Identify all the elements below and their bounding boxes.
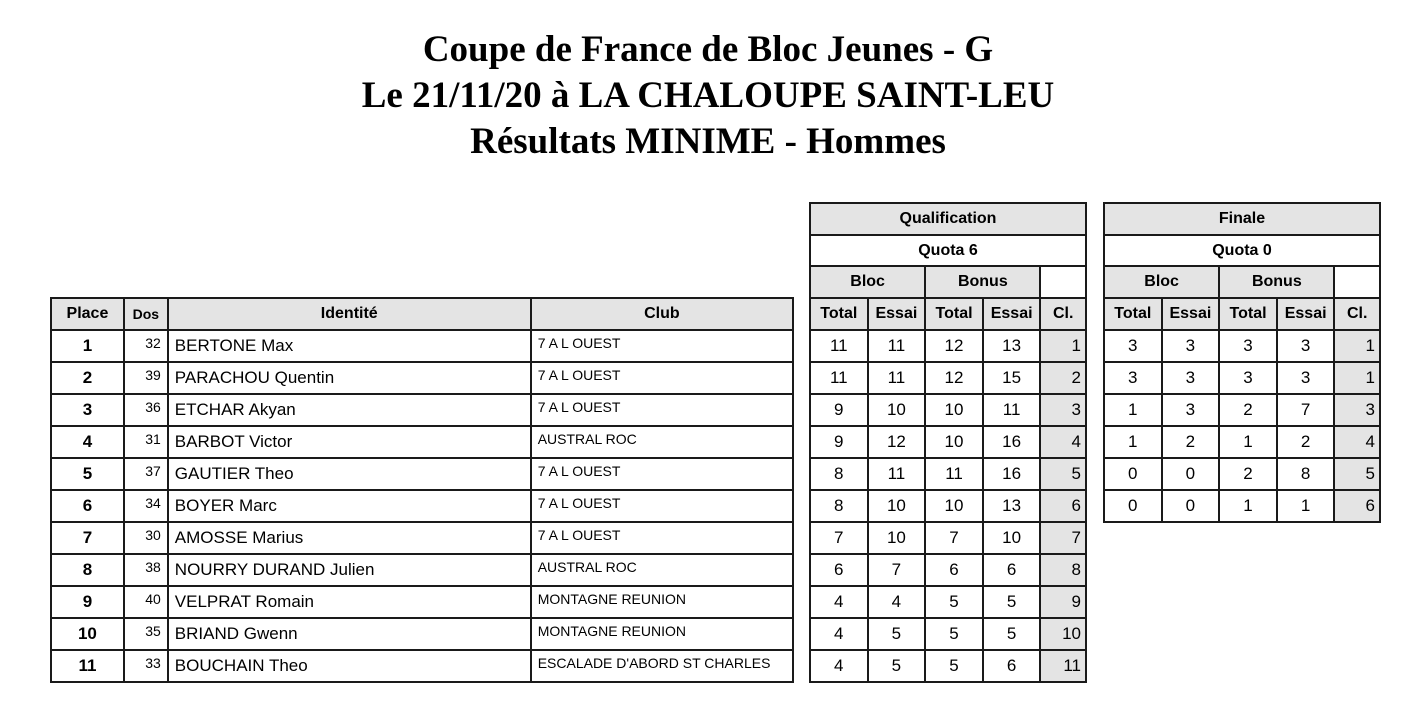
qualification-quota: Quota 6 (810, 235, 1086, 266)
place-cell: 6 (51, 490, 124, 522)
finale-bloc-total-header: Total (1104, 298, 1162, 330)
dos-cell: 34 (124, 490, 168, 522)
finale-row (1104, 426, 1380, 458)
qualification-row (810, 362, 1086, 394)
qualification-bonus-essai-cell: 5 (983, 586, 1041, 618)
qualification-rank-cell: 4 (1040, 426, 1086, 458)
finale-bonus-essai-cell: 1 (1277, 490, 1335, 522)
qualification-bonus-total-cell: 7 (925, 522, 983, 554)
athlete-name-cell: VELPRAT Romain (168, 586, 531, 618)
place-cell: 11 (51, 650, 124, 682)
athlete-name-cell: NOURRY DURAND Julien (168, 554, 531, 586)
qualification-bonus-total-cell: 10 (925, 426, 983, 458)
qualification-row (810, 490, 1086, 522)
finale-bloc-header: Bloc (1104, 266, 1219, 298)
athlete-name-cell: PARACHOU Quentin (168, 362, 531, 394)
finale-bloc-total-cell: 0 (1104, 490, 1162, 522)
qualification-bonus-essai-cell: 5 (983, 618, 1041, 650)
finale-bloc-essai-cell: 3 (1162, 362, 1220, 394)
qualification-row (810, 394, 1086, 426)
qualification-bloc-essai-cell: 10 (868, 490, 926, 522)
place-cell: 2 (51, 362, 124, 394)
dos-cell: 36 (124, 394, 168, 426)
qualification-bloc-total-cell: 9 (810, 394, 868, 426)
table-row (51, 618, 793, 650)
qualification-bloc-total-cell: 8 (810, 490, 868, 522)
qualification-bonus-essai-cell: 11 (983, 394, 1041, 426)
qualification-bloc-total-cell: 9 (810, 426, 868, 458)
place-cell: 1 (51, 330, 124, 362)
finale-rank-cell: 4 (1334, 426, 1380, 458)
qualification-bonus-essai-cell: 16 (983, 426, 1041, 458)
club-cell: 7 A L OUEST (531, 522, 793, 554)
title-line-3: Résultats MINIME - Hommes (470, 121, 946, 162)
finale-bonus-essai-cell: 2 (1277, 426, 1335, 458)
place-cell: 10 (51, 618, 124, 650)
table-row (51, 426, 793, 458)
qualification-bloc-essai-cell: 7 (868, 554, 926, 586)
qualification-bloc-total-cell: 4 (810, 618, 868, 650)
finale-bonus-essai-header: Essai (1277, 298, 1335, 330)
finale-bloc-essai-cell: 3 (1162, 330, 1220, 362)
qualification-bloc-total-cell: 7 (810, 522, 868, 554)
finale-bonus-total-cell: 1 (1219, 490, 1277, 522)
place-cell: 5 (51, 458, 124, 490)
qualification-bonus-essai-cell: 10 (983, 522, 1041, 554)
qualification-bonus-total-cell: 5 (925, 586, 983, 618)
club-cell: AUSTRAL ROC (531, 554, 793, 586)
club-cell: 7 A L OUEST (531, 490, 793, 522)
athlete-name-cell: AMOSSE Marius (168, 522, 531, 554)
qualification-bloc-total-header: Total (810, 298, 868, 330)
qualification-rank-cell: 3 (1040, 394, 1086, 426)
qualification-bloc-essai-cell: 11 (868, 458, 926, 490)
qualification-rank-cell: 11 (1040, 650, 1086, 682)
athlete-name-cell: BOUCHAIN Theo (168, 650, 531, 682)
qualification-rank-cell: 9 (1040, 586, 1086, 618)
place-cell: 4 (51, 426, 124, 458)
qualification-bonus-total-cell: 12 (925, 362, 983, 394)
qualification-bloc-essai-cell: 11 (868, 330, 926, 362)
qualification-bloc-essai-cell: 11 (868, 362, 926, 394)
qualification-bloc-essai-cell: 10 (868, 394, 926, 426)
dos-cell: 40 (124, 586, 168, 618)
dos-cell: 39 (124, 362, 168, 394)
qualification-bloc-total-cell: 4 (810, 586, 868, 618)
athlete-name-cell: GAUTIER Theo (168, 458, 531, 490)
table-row (51, 458, 793, 490)
dos-cell: 30 (124, 522, 168, 554)
qualification-rank-cell: 10 (1040, 618, 1086, 650)
header-place: Place (51, 298, 124, 330)
finale-row (1104, 490, 1380, 522)
header-club: Club (531, 298, 793, 330)
qualification-bloc-essai-header: Essai (868, 298, 926, 330)
place-cell: 3 (51, 394, 124, 426)
table-row (51, 362, 793, 394)
finale-bloc-total-cell: 3 (1104, 330, 1162, 362)
athlete-name-cell: BERTONE Max (168, 330, 531, 362)
qualification-bonus-total-cell: 10 (925, 394, 983, 426)
qualification-bloc-header: Bloc (810, 266, 925, 298)
finale-bonus-total-cell: 2 (1219, 458, 1277, 490)
finale-bonus-total-cell: 2 (1219, 394, 1277, 426)
finale-bloc-total-cell: 0 (1104, 458, 1162, 490)
finale-bloc-total-cell: 1 (1104, 426, 1162, 458)
qualification-bonus-total-cell: 10 (925, 490, 983, 522)
finale-bonus-essai-cell: 3 (1277, 330, 1335, 362)
finale-cl-header: Cl. (1334, 298, 1380, 330)
finale-rank-cell: 6 (1334, 490, 1380, 522)
qualification-empty-header (1040, 266, 1086, 298)
athlete-name-cell: BRIAND Gwenn (168, 618, 531, 650)
qualification-rank-cell: 7 (1040, 522, 1086, 554)
finale-table (1103, 202, 1381, 523)
finale-bloc-essai-cell: 2 (1162, 426, 1220, 458)
qualification-bloc-essai-cell: 5 (868, 618, 926, 650)
qualification-table (809, 202, 1087, 683)
qualification-row (810, 618, 1086, 650)
table-row (51, 394, 793, 426)
finale-rank-cell: 1 (1334, 330, 1380, 362)
qualification-bonus-total-header: Total (925, 298, 983, 330)
table-row (51, 650, 793, 682)
qualification-bonus-header: Bonus (925, 266, 1040, 298)
finale-bloc-essai-cell: 3 (1162, 394, 1220, 426)
athlete-name-cell: BOYER Marc (168, 490, 531, 522)
athlete-name-cell: BARBOT Victor (168, 426, 531, 458)
finale-rank-cell: 3 (1334, 394, 1380, 426)
finale-bonus-total-cell: 3 (1219, 330, 1277, 362)
club-cell: AUSTRAL ROC (531, 426, 793, 458)
table-row (51, 490, 793, 522)
qualification-rank-cell: 6 (1040, 490, 1086, 522)
dos-cell: 37 (124, 458, 168, 490)
qualification-bonus-essai-cell: 13 (983, 490, 1041, 522)
place-cell: 7 (51, 522, 124, 554)
club-cell: MONTAGNE REUNION (531, 618, 793, 650)
identity-table (50, 297, 794, 683)
dos-cell: 31 (124, 426, 168, 458)
finale-row (1104, 330, 1380, 362)
qualification-row (810, 522, 1086, 554)
finale-rank-cell: 5 (1334, 458, 1380, 490)
qualification-bonus-total-cell: 12 (925, 330, 983, 362)
qualification-label: Qualification (810, 203, 1086, 235)
qualification-bonus-essai-cell: 6 (983, 650, 1041, 682)
club-cell: 7 A L OUEST (531, 362, 793, 394)
finale-bloc-essai-cell: 0 (1162, 490, 1220, 522)
finale-bonus-essai-cell: 7 (1277, 394, 1335, 426)
qualification-row (810, 586, 1086, 618)
finale-bonus-header: Bonus (1219, 266, 1334, 298)
qualification-bloc-total-cell: 6 (810, 554, 868, 586)
header-identite: Identité (168, 298, 531, 330)
dos-cell: 33 (124, 650, 168, 682)
dos-cell: 38 (124, 554, 168, 586)
qualification-rank-cell: 8 (1040, 554, 1086, 586)
qualification-bloc-essai-cell: 10 (868, 522, 926, 554)
qualification-row (810, 554, 1086, 586)
finale-bonus-total-header: Total (1219, 298, 1277, 330)
qualification-bloc-essai-cell: 4 (868, 586, 926, 618)
qualification-rank-cell: 2 (1040, 362, 1086, 394)
qualification-bonus-total-cell: 6 (925, 554, 983, 586)
qualification-row (810, 458, 1086, 490)
qualification-bloc-total-cell: 8 (810, 458, 868, 490)
finale-row (1104, 362, 1380, 394)
qualification-bonus-essai-header: Essai (983, 298, 1041, 330)
qualification-bloc-total-cell: 4 (810, 650, 868, 682)
qualification-bonus-total-cell: 5 (925, 650, 983, 682)
finale-bonus-total-cell: 1 (1219, 426, 1277, 458)
qualification-cl-header: Cl. (1040, 298, 1086, 330)
finale-bloc-total-cell: 3 (1104, 362, 1162, 394)
athlete-name-cell: ETCHAR Akyan (168, 394, 531, 426)
table-row (51, 330, 793, 362)
finale-row (1104, 394, 1380, 426)
qualification-bonus-total-cell: 11 (925, 458, 983, 490)
qualification-bonus-essai-cell: 6 (983, 554, 1041, 586)
finale-quota: Quota 0 (1104, 235, 1380, 266)
finale-empty-header (1334, 266, 1380, 298)
header-dos: Dos (124, 298, 168, 330)
club-cell: 7 A L OUEST (531, 394, 793, 426)
qualification-bloc-essai-cell: 5 (868, 650, 926, 682)
finale-rank-cell: 1 (1334, 362, 1380, 394)
club-cell: 7 A L OUEST (531, 330, 793, 362)
qualification-rank-cell: 1 (1040, 330, 1086, 362)
qualification-rank-cell: 5 (1040, 458, 1086, 490)
qualification-bonus-essai-cell: 13 (983, 330, 1041, 362)
qualification-row (810, 330, 1086, 362)
qualification-bonus-essai-cell: 15 (983, 362, 1041, 394)
qualification-bonus-total-cell: 5 (925, 618, 983, 650)
title-line-2: Le 21/11/20 à LA CHALOUPE SAINT-LEU (361, 75, 1055, 116)
finale-bloc-essai-header: Essai (1162, 298, 1220, 330)
qualification-bloc-essai-cell: 12 (868, 426, 926, 458)
table-row (51, 586, 793, 618)
club-cell: 7 A L OUEST (531, 458, 793, 490)
finale-bonus-essai-cell: 8 (1277, 458, 1335, 490)
qualification-row (810, 426, 1086, 458)
qualification-row (810, 650, 1086, 682)
table-row (51, 554, 793, 586)
table-row (51, 522, 793, 554)
qualification-bonus-essai-cell: 16 (983, 458, 1041, 490)
place-cell: 9 (51, 586, 124, 618)
qualification-bloc-total-cell: 11 (810, 330, 868, 362)
finale-bloc-total-cell: 1 (1104, 394, 1162, 426)
club-cell: MONTAGNE REUNION (531, 586, 793, 618)
dos-cell: 35 (124, 618, 168, 650)
finale-bonus-essai-cell: 3 (1277, 362, 1335, 394)
club-cell: ESCALADE D'ABORD ST CHARLES (531, 650, 793, 682)
finale-label: Finale (1104, 203, 1380, 235)
title-line-1: Coupe de France de Bloc Jeunes - G (422, 29, 994, 70)
place-cell: 8 (51, 554, 124, 586)
qualification-bloc-total-cell: 11 (810, 362, 868, 394)
finale-row (1104, 458, 1380, 490)
dos-cell: 32 (124, 330, 168, 362)
finale-bloc-essai-cell: 0 (1162, 458, 1220, 490)
finale-bonus-total-cell: 3 (1219, 362, 1277, 394)
